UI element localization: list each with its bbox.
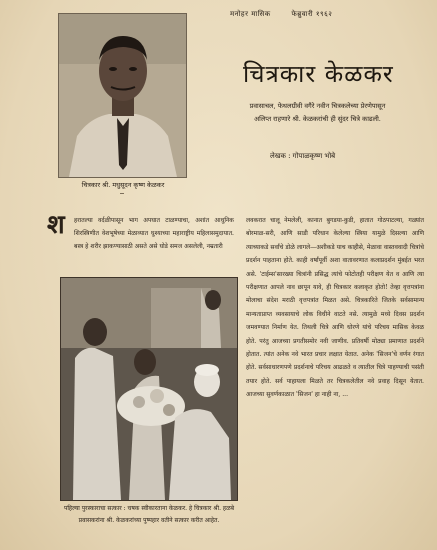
masthead [230,10,350,19]
intro-line-2: अलिप्त राहणारे श्री. केळकरांची ही सुंदर चित्रे काढली. [254,115,381,123]
felicitation-illustration [61,278,237,500]
portrait-caption: चित्रकार श्री. मधुसूदन कृष्ण केळकर [81,181,165,189]
portrait-photo [58,13,187,178]
article-column-left: हरातल्या वर्दळीपासून भाग अपघात टाळण्याचा, अशांत आधुनिक शिरस्त्रिणीत वेशभूषेच्या मेळाव्यात घुश्याच्या महाराष्ट्रीय महिलासमुदायात. बस्त्र हे शरीर झाकण्यासाठी असते असे घोडे समज असलेली, नम्रतारी [74,217,234,251]
article-byline: लेखक : गोपाळकृष्ण भोबे [270,152,336,160]
intro-line-1: प्रवासाचल, फेथलग्रीवी वगैरे नवीन चित्रकलेच्या प्रेरणेपासून [249,102,386,110]
article-title: चित्रकार केळकर [243,60,394,88]
felicitation-photo [60,277,238,501]
felicitation-caption: पहिल्या पुरस्काराचा सत्कार : चषक स्वीकारताना केळकर. हे चित्रकार श्री. हळबे प्रवासकरांना श्री. केळकरांच्या पुष्पहार वतीने सत्कार करीत आहेत. [63,505,235,524]
article-intro [210,100,425,126]
drop-cap: श [47,210,65,240]
article-column-right: लवकरात चालू नेमलेली, कानात बुगडया-कुडी, हातात गोठपाटल्या, गळ्यांत बोरमाळ-सरी, आणि साडी परिधान केलेल्या स्त्रिया यामुळे दिसल्या आणि त्याच्याकडे सर्वांचे डोळे लागले—अशीकडे याच काहीसे, मेळावा वास्तववादी चित्रांचे प्रदर्शन पाहताना होते. काही वर्षांपूर्वी अशा वातावरणात कलाप्रदर्शन मुंबईत भरत असे. 'टाईम्स'सारख्या चित्रांनी प्रसिद्ध त्यांचे फोटोतही परीक्षण येत व आणि त्या परीक्षणात आपले नाव छापून यावे, ही चित्रकार कलाकृत होतो! तेव्हा वृत्तपत्रांना मोलाचा संदेश मराठी वृत्तपत्रांत मिळत असे. चित्रकारिते जितके सर्वसामान्य मान्यताप्राप्त व्यवसायाचे लोक विधीने वाटते नसे. त्यामुळे मध्ये दिवस प्रदर्शन जमवण्यात निर्माण येत. तिथली चित्रे आणि धोरणे यांचे परिचय मासिक केवळ होते. परंतु आजच्या प्रगतीसमोर नवी जाणीव. प्रतिवर्षी मोठ्या प्रमाणात प्रदर्शने होतात. त्यांत अनेक नवे भारत प्रचार लक्षात येतात. अनेक 'सिजन'चे वर्णन रंगात होते. सर्वसाधारणपणे प्रदर्शनाचे परिचय आढळते व त्यातील चित्रे पाहण्याची पसंती तयार होते. सर्व पाहायला मिळते तर चित्रकलेतील नवे प्रवाह दिसून येतात. आजच्या सुवर्णकाळात 'सिजन' हा नाही ना, ... [246,217,424,399]
publication-name: मनोहर मासिक [230,10,271,18]
issue-date: फेब्रुवारी १९६२ [291,10,333,18]
portrait-illustration [59,14,186,177]
caption-ornament [120,193,124,194]
